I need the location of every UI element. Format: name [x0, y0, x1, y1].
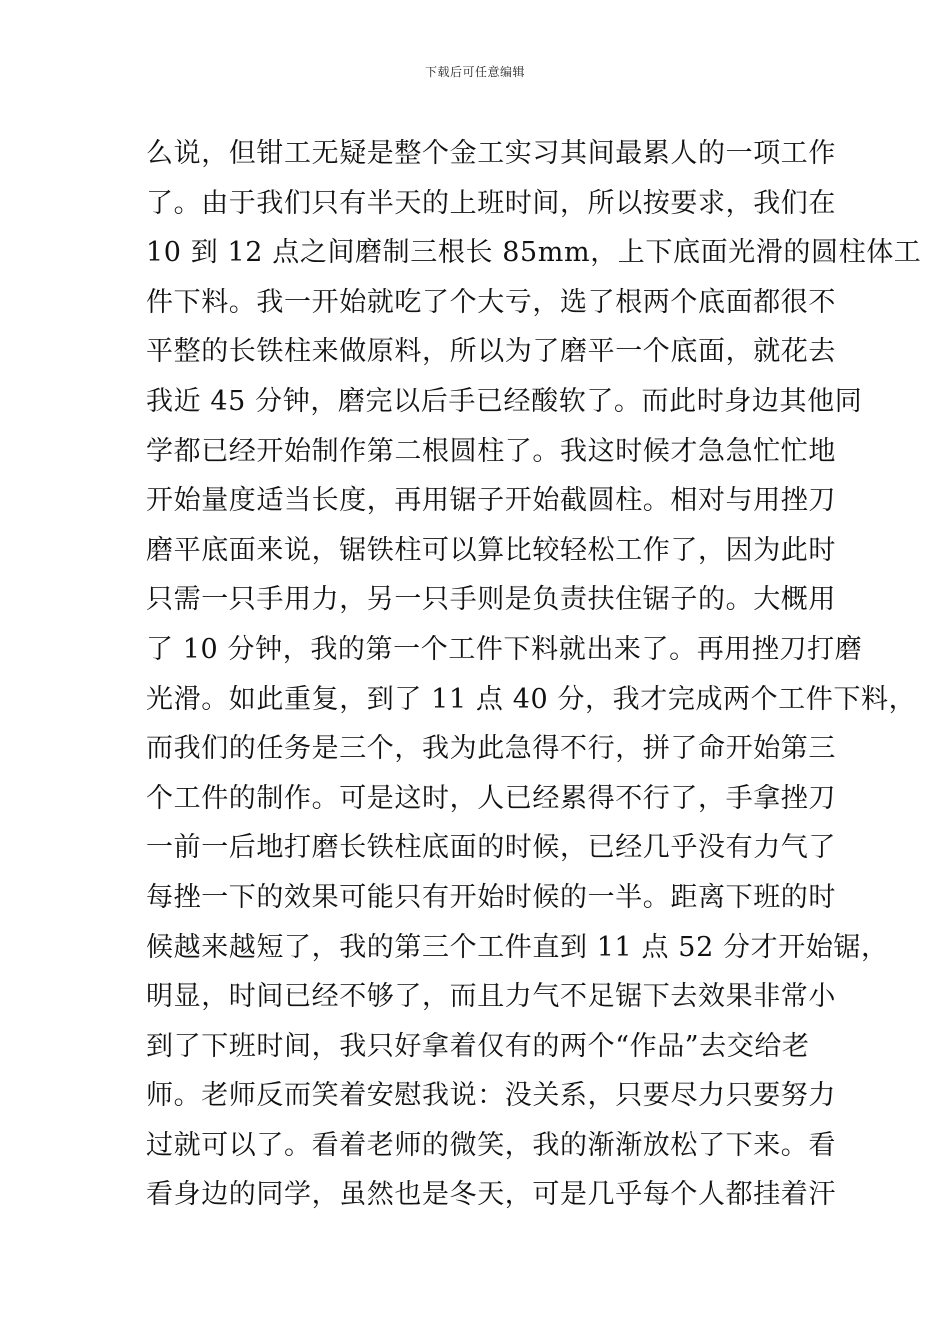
- text-line: 只需一只手用力，另一只手则是负责扶住锯子的。大概用: [146, 584, 836, 616]
- text-line: 学都已经开始制作第二根圆柱了。我这时候才急急忙忙地: [146, 435, 836, 467]
- body-text: [146, 129, 922, 1220]
- text-line: 开始量度适当长度，再用锯子开始截圆柱。相对与用挫刀: [146, 485, 836, 517]
- page-header: 下载后可任意编辑: [424, 65, 525, 79]
- text-line: 过就可以了。看着老师的微笑，我的渐渐放松了下来。看: [146, 1129, 836, 1161]
- text-line: 每挫一下的效果可能只有开始时候的一半。距离下班的时: [146, 881, 836, 913]
- text-line: 一前一后地打磨长铁柱底面的时候，已经几乎没有力气了: [146, 832, 836, 864]
- text-line: 了。由于我们只有半天的上班时间，所以按要求，我们在: [146, 187, 836, 219]
- text-line: 光滑。如此重复，到了 11 点 40 分，我才完成两个工件下料，: [146, 683, 917, 715]
- text-line: 到了下班时间，我只好拿着仅有的两个“作品”去交给老: [146, 1030, 810, 1062]
- text-line: 而我们的任务是三个，我为此急得不行，拼了命开始第三: [146, 733, 836, 765]
- text-line: 师。老师反而笑着安慰我说：没关系，只要尽力只要努力: [146, 1080, 836, 1112]
- text-line: 明显，时间已经不够了，而且力气不足锯下去效果非常小: [146, 981, 836, 1013]
- text-line: 平整的长铁柱来做原料，所以为了磨平一个底面，就花去: [146, 336, 836, 368]
- text-line: 个工件的制作。可是这时，人已经累得不行了，手拿挫刀: [146, 782, 836, 814]
- text-line: 件下料。我一开始就吃了个大亏，选了根两个底面都很不: [146, 286, 836, 318]
- text-line: 看身边的同学，虽然也是冬天，可是几乎每个人都挂着汗: [146, 1179, 836, 1211]
- text-line: 磨平底面来说，锯铁柱可以算比较轻松工作了，因为此时: [146, 534, 836, 566]
- text-line: 10 到 12 点之间磨制三根长 85mm，上下底面光滑的圆柱体工: [146, 237, 922, 269]
- text-line: 么说，但钳工无疑是整个金工实习其间最累人的一项工作: [146, 138, 836, 169]
- text-line: 我近 45 分钟，磨完以后手已经酸软了。而此时身边其他同: [146, 385, 863, 417]
- text-line: 候越来越短了，我的第三个工件直到 11 点 52 分才开始锯，: [146, 931, 889, 963]
- text-line: 了 10 分钟，我的第一个工件下料就出来了。再用挫刀打磨: [146, 633, 863, 665]
